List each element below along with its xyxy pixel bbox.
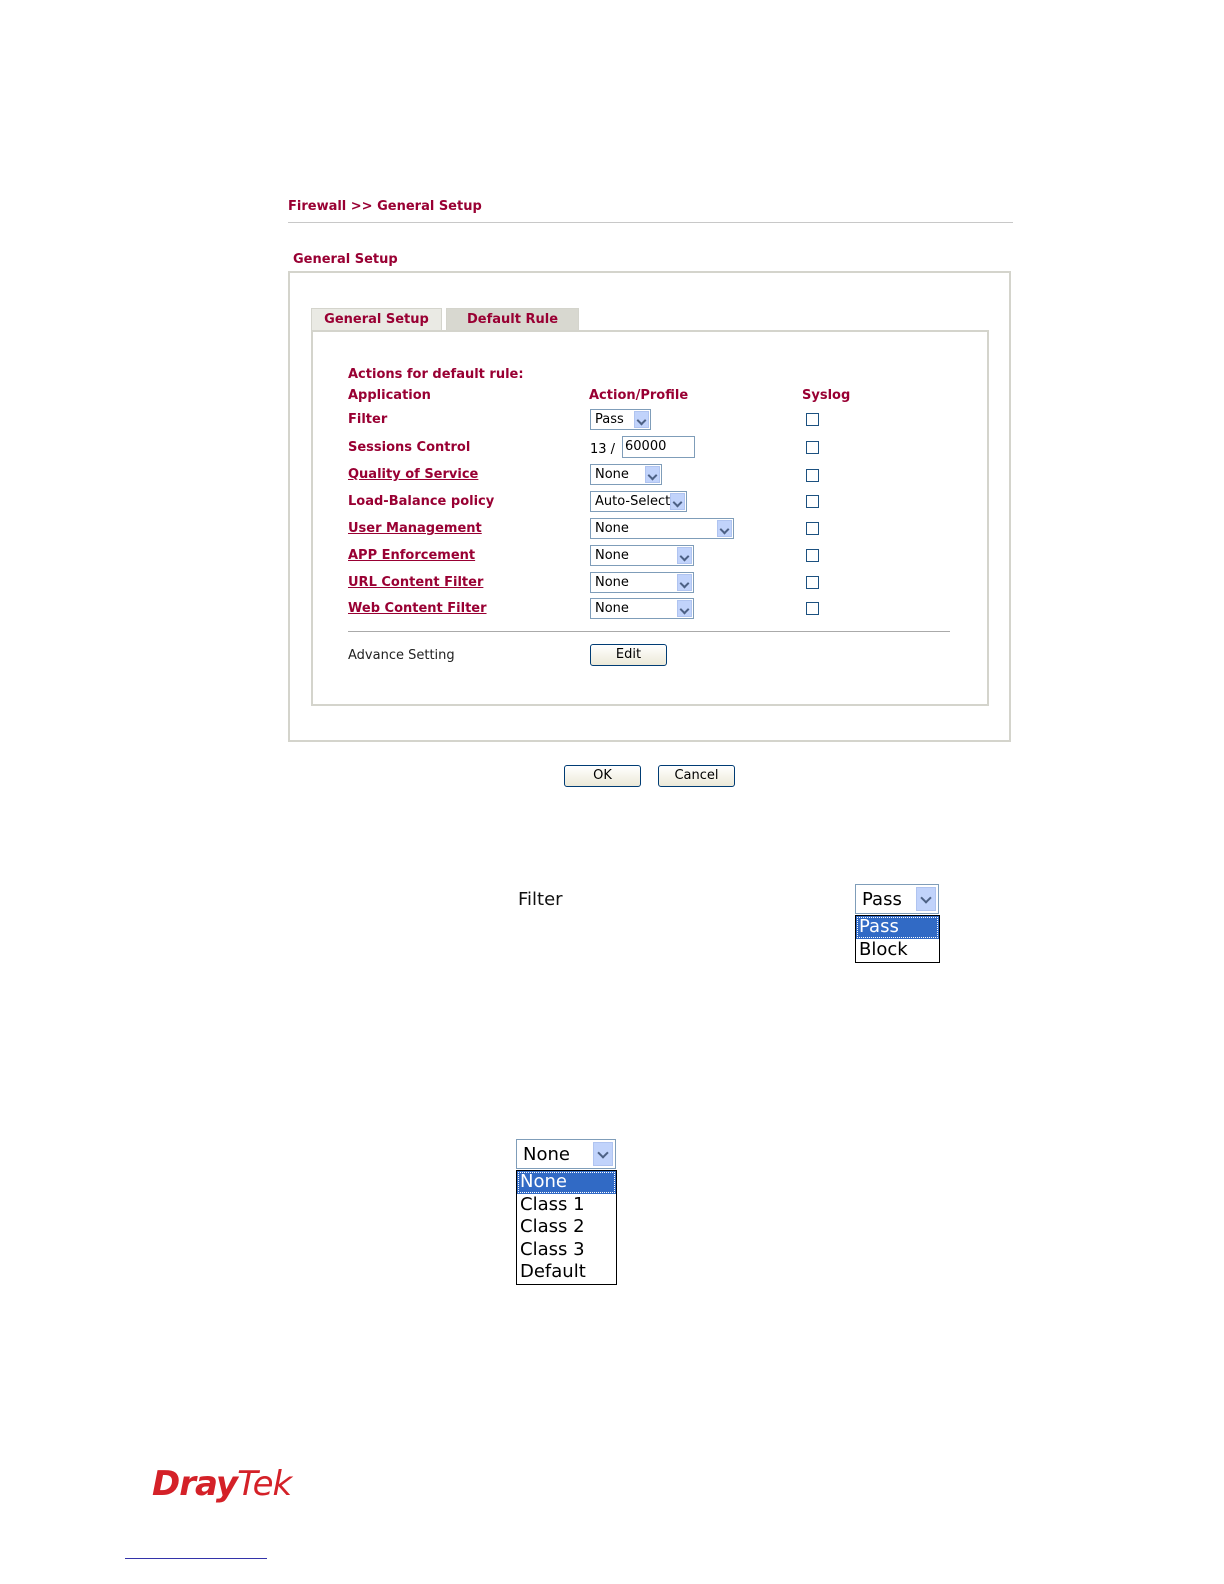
chevron-down-icon	[593, 1142, 613, 1166]
filter-example-select[interactable]	[855, 884, 939, 914]
ok-button[interactable]: OK	[564, 765, 641, 787]
footer-divider	[125, 1558, 267, 1559]
filter-select[interactable]	[590, 409, 651, 430]
url-content-filter-select-value: None	[595, 575, 629, 590]
filter-example-selected: Pass	[862, 889, 902, 910]
user-management-select[interactable]	[590, 518, 734, 539]
filter-label: Filter	[348, 412, 388, 427]
qos-option-class-2[interactable]: Class 2	[520, 1216, 585, 1237]
qos-example-select[interactable]	[516, 1139, 616, 1169]
user-management-select-value: None	[595, 521, 629, 536]
url-content-filter-syslog-checkbox[interactable]	[806, 576, 819, 589]
breadcrumb-divider	[288, 222, 1013, 223]
load-balance-select[interactable]	[590, 491, 687, 512]
load-balance-syslog-checkbox[interactable]	[806, 495, 819, 508]
web-content-filter-link[interactable]: Web Content Filter	[348, 601, 487, 616]
url-content-filter-link[interactable]: URL Content Filter	[348, 575, 484, 590]
user-management-syslog-checkbox[interactable]	[806, 522, 819, 535]
load-balance-select-value: Auto-Select	[595, 494, 671, 509]
actions-heading: Actions for default rule:	[348, 367, 524, 382]
cancel-button[interactable]: Cancel	[658, 765, 735, 787]
web-content-filter-syslog-checkbox[interactable]	[806, 602, 819, 615]
quality-of-service-link[interactable]: Quality of Service	[348, 467, 479, 482]
filter-example-options	[855, 915, 940, 963]
tab-default-rule[interactable]: Default Rule	[446, 308, 579, 330]
web-content-filter-select[interactable]	[590, 598, 694, 619]
sessions-limit-input[interactable]: 60000	[622, 436, 695, 458]
chevron-down-icon	[645, 466, 660, 483]
qos-select[interactable]	[590, 464, 662, 485]
qos-example-options	[516, 1170, 617, 1285]
column-syslog: Syslog	[802, 388, 851, 403]
qos-option-default[interactable]: Default	[520, 1261, 586, 1282]
web-content-filter-select-value: None	[595, 601, 629, 616]
load-balance-label: Load-Balance policy	[348, 494, 495, 509]
filter-option-pass[interactable]: Pass	[856, 916, 939, 939]
chevron-down-icon	[670, 493, 685, 510]
column-action-profile: Action/Profile	[589, 388, 689, 403]
qos-option-class-1[interactable]: Class 1	[520, 1193, 585, 1215]
filter-syslog-checkbox[interactable]	[806, 413, 819, 426]
qos-syslog-checkbox[interactable]	[806, 469, 819, 482]
filter-select-value: Pass	[595, 412, 624, 427]
draytek-logo	[152, 1464, 291, 1504]
qos-option-class-3[interactable]: Class 3	[520, 1238, 585, 1260]
user-management-link[interactable]: User Management	[348, 521, 482, 536]
breadcrumb: Firewall >> General Setup	[288, 199, 482, 214]
section-title: General Setup	[293, 252, 398, 267]
column-application: Application	[348, 388, 431, 403]
url-content-filter-select[interactable]	[590, 572, 694, 593]
chevron-down-icon	[677, 574, 692, 591]
sessions-syslog-checkbox[interactable]	[806, 441, 819, 454]
filter-example-label: Filter	[518, 889, 563, 910]
qos-example-selected: None	[523, 1144, 570, 1165]
qos-option-none[interactable]: None	[517, 1171, 616, 1194]
chevron-down-icon	[916, 887, 936, 911]
app-enforcement-select[interactable]	[590, 545, 694, 566]
filter-option-block[interactable]: Block	[859, 938, 908, 960]
sessions-current-count: 13 /	[590, 442, 616, 457]
logo-text-tek: Tek	[237, 1464, 292, 1504]
chevron-down-icon	[677, 600, 692, 617]
tab-general-setup[interactable]: General Setup	[311, 308, 442, 330]
sessions-control-label: Sessions Control	[348, 440, 471, 455]
advance-setting-label: Advance Setting	[348, 648, 455, 663]
chevron-down-icon	[677, 547, 692, 564]
app-enforcement-syslog-checkbox[interactable]	[806, 549, 819, 562]
app-enforcement-link[interactable]: APP Enforcement	[348, 548, 476, 563]
qos-select-value: None	[595, 467, 629, 482]
chevron-down-icon	[717, 520, 732, 537]
panel-divider	[348, 631, 950, 632]
chevron-down-icon	[634, 411, 649, 428]
edit-button[interactable]: Edit	[590, 644, 667, 666]
logo-text-dray: Dray	[152, 1464, 238, 1504]
app-enforcement-select-value: None	[595, 548, 629, 563]
